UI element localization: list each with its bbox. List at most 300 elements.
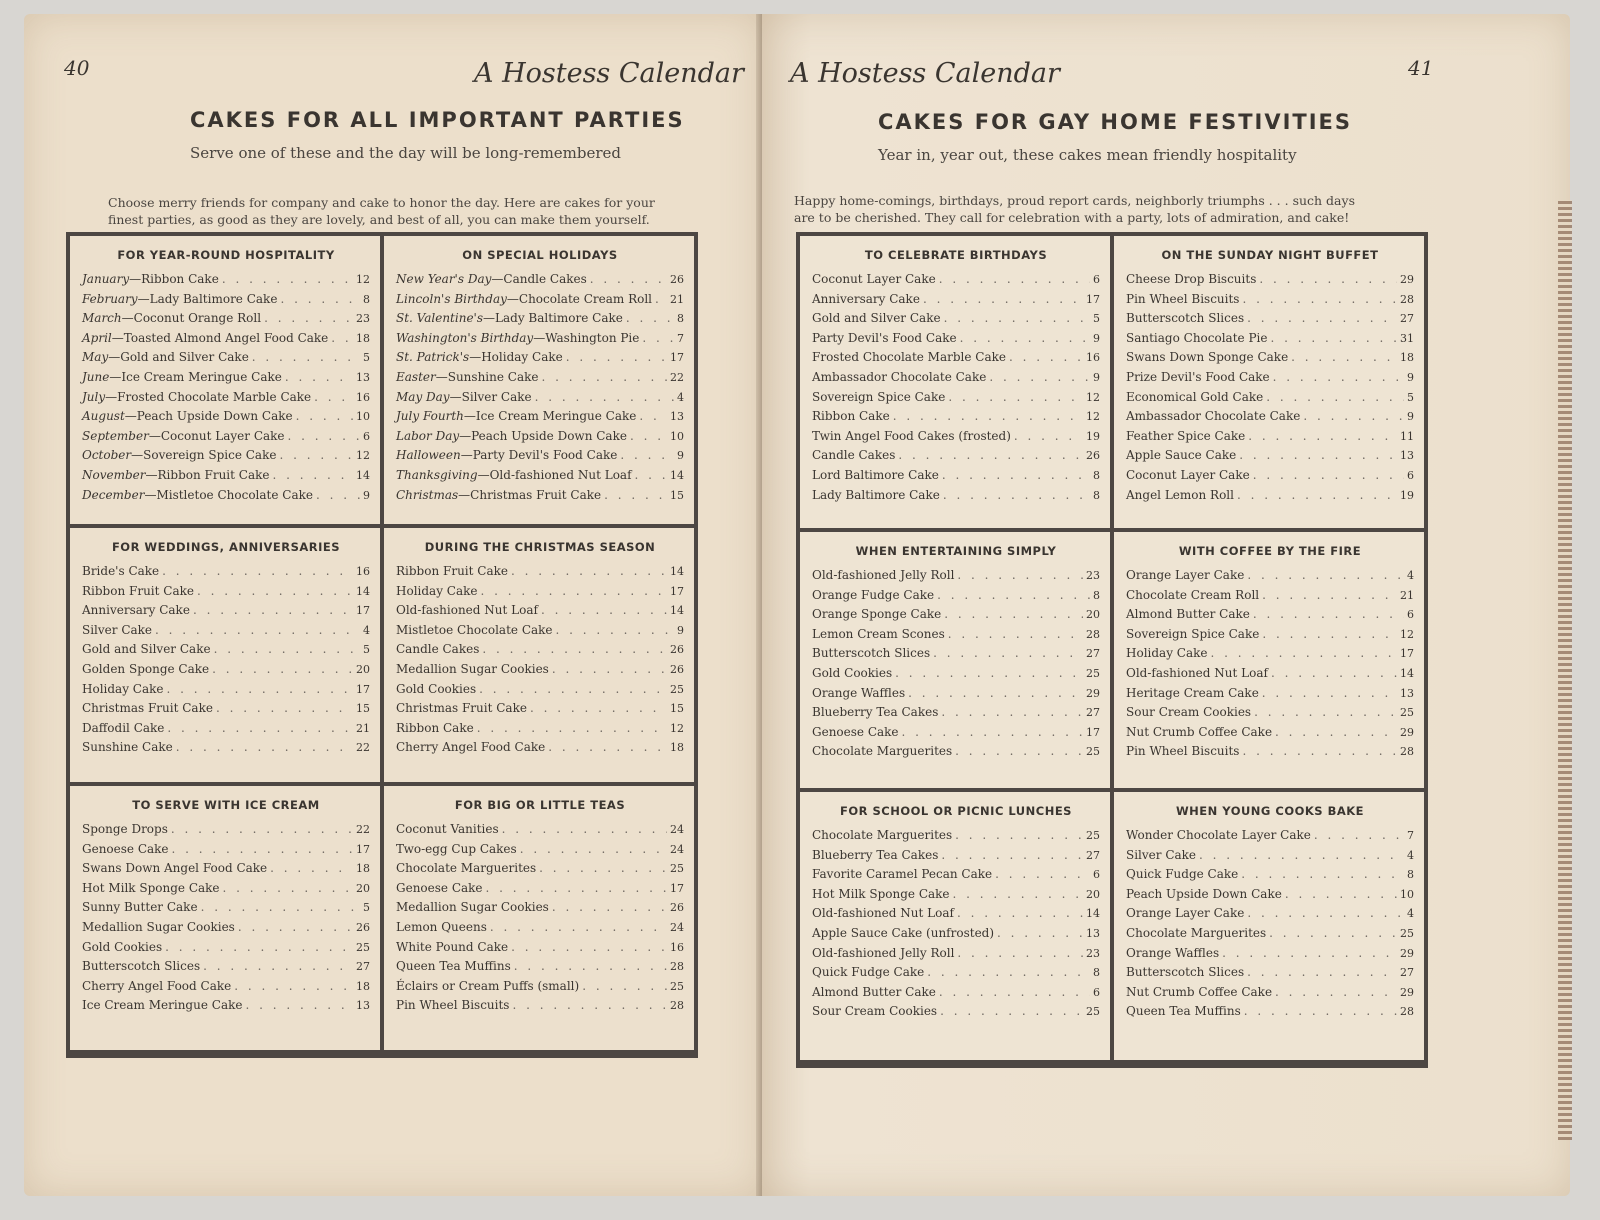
page-ref: 9 <box>1093 370 1100 384</box>
dot-leader <box>1009 348 1083 368</box>
recipe-name: Lord Baltimore Cake <box>812 467 939 482</box>
recipe-entry <box>812 664 1100 684</box>
recipe-entry <box>82 368 370 388</box>
dot-leader <box>942 466 1090 486</box>
recipe-label <box>396 699 527 719</box>
page-ref: 18 <box>356 331 370 345</box>
page-ref: 8 <box>363 292 370 306</box>
occasion-prefix: New Year's Day <box>396 272 492 286</box>
recipe-name: Lemon Queens <box>396 919 487 934</box>
page-ref: 13 <box>356 999 370 1013</box>
recipe-name: —Lady Baltimore Cake <box>483 311 623 326</box>
page-ref: 23 <box>1086 946 1100 960</box>
recipe-name: Candle Cakes <box>396 642 480 657</box>
dot-leader <box>214 640 360 660</box>
recipe-entry <box>1126 446 1414 466</box>
recipe-label <box>82 446 276 466</box>
section-box <box>800 236 1110 528</box>
recipe-label <box>1126 826 1311 846</box>
recipe-name: —Silver Cake <box>449 389 532 404</box>
recipe-label <box>396 957 511 977</box>
recipe-entry <box>1126 309 1414 329</box>
dot-leader <box>1291 348 1397 368</box>
recipe-name: —Gold and Silver Cake <box>108 350 249 365</box>
page-ref: 14 <box>670 604 684 618</box>
recipe-name: Coconut Vanities <box>396 822 499 836</box>
recipe-label <box>396 840 517 860</box>
recipe-entry <box>812 427 1100 447</box>
page-ref: 27 <box>356 960 370 974</box>
recipe-label <box>1126 290 1239 310</box>
page-ref: 26 <box>670 273 684 286</box>
dot-leader <box>264 309 353 329</box>
recipe-label <box>82 977 231 997</box>
recipe-label <box>82 660 209 680</box>
recipe-name: Two-egg Cup Cakes <box>396 841 517 856</box>
page-ref: 9 <box>1407 410 1414 424</box>
page-ref: 4 <box>363 623 370 637</box>
page-ref: 27 <box>1086 706 1100 720</box>
recipe-name: Ribbon Cake <box>396 720 474 735</box>
recipe-label <box>82 309 261 329</box>
recipe-label <box>396 719 474 739</box>
recipe-label <box>1126 963 1244 983</box>
page-ref: 12 <box>1086 410 1100 424</box>
dot-leader <box>234 977 353 997</box>
recipe-name: —Washington Pie <box>533 330 640 345</box>
recipe-entry <box>396 407 684 427</box>
page-ref: 12 <box>1086 390 1100 404</box>
page-ref: 12 <box>356 273 370 286</box>
recipe-entry <box>82 879 370 899</box>
dot-leader <box>512 996 667 1016</box>
recipe-entry <box>812 904 1100 924</box>
recipe-entry <box>82 738 370 758</box>
page-ref: 9 <box>1407 370 1414 384</box>
recipe-label <box>396 582 478 602</box>
page-ref: 17 <box>1086 725 1100 739</box>
recipe-name: Ribbon Cake <box>812 409 890 424</box>
recipe-name: Blueberry Tea Cakes <box>812 847 939 862</box>
page-ref: 14 <box>356 584 370 598</box>
recipe-label <box>1126 466 1250 486</box>
occasion-prefix: May <box>82 350 109 365</box>
page-ref: 25 <box>356 940 370 954</box>
recipe-label <box>396 601 538 621</box>
page-ref: 24 <box>670 823 684 836</box>
recipe-label <box>812 605 941 625</box>
recipe-name: Sunshine Cake <box>82 740 173 755</box>
recipe-entry <box>812 566 1100 586</box>
dot-leader <box>155 621 360 641</box>
recipe-entry <box>1126 566 1414 586</box>
recipe-label <box>1126 368 1270 388</box>
section-title: ON SPECIAL HOLIDAYS <box>462 248 618 262</box>
recipe-label <box>812 368 986 388</box>
recipe-label <box>1126 904 1244 924</box>
page-ref: 8 <box>1093 588 1100 602</box>
right-page <box>762 14 1570 1196</box>
recipe-entry <box>396 427 684 447</box>
recipe-name: Gold Cookies <box>82 939 163 954</box>
recipe-label <box>396 640 479 660</box>
recipe-label <box>396 660 549 680</box>
dot-leader <box>539 859 667 879</box>
recipe-entry <box>82 621 370 641</box>
dot-leader <box>1199 846 1404 866</box>
recipe-label <box>396 270 587 290</box>
occasion-prefix: Washington's Birthday <box>396 330 534 345</box>
recipe-name: Chocolate Marguerites <box>812 744 953 759</box>
recipe-label <box>396 977 579 997</box>
page-ref: 31 <box>1400 331 1414 345</box>
recipe-name: Pin Wheel Biscuits <box>396 998 510 1013</box>
occasion-prefix: January <box>82 272 130 286</box>
section-box <box>800 532 1110 788</box>
page-ref: 29 <box>1400 273 1414 286</box>
recipe-label <box>1126 407 1300 427</box>
recipe-label <box>396 368 539 388</box>
recipe-name: —Sunshine Cake <box>435 369 539 384</box>
recipe-label <box>1126 664 1268 684</box>
page-ref: 20 <box>1086 887 1100 901</box>
recipe-name: —Ribbon Cake <box>129 272 219 286</box>
recipe-entry <box>82 918 370 938</box>
page-ref: 15 <box>670 488 684 502</box>
recipe-label <box>1126 388 1263 408</box>
recipe-name: Old-fashioned Nut Loaf <box>812 906 954 921</box>
page-ref: 10 <box>356 410 370 424</box>
recipe-entry <box>396 820 684 840</box>
recipe-label <box>1126 605 1250 625</box>
dot-leader <box>520 840 667 860</box>
recipe-label <box>1126 885 1282 905</box>
recipe-entry <box>1126 963 1414 983</box>
recipe-label <box>1126 566 1244 586</box>
dot-leader <box>635 466 667 486</box>
dot-leader <box>642 329 674 349</box>
recipe-label <box>82 270 219 290</box>
recipe-entry <box>396 329 684 349</box>
recipe-label <box>812 388 945 408</box>
recipe-entry <box>396 957 684 977</box>
recipe-name: —Lady Baltimore Cake <box>137 291 278 306</box>
recipe-name: Feather Spice Cake <box>1126 428 1246 443</box>
recipe-label <box>396 859 536 879</box>
occasion-prefix: July Fourth <box>396 409 464 424</box>
page-ref: 27 <box>1086 848 1100 862</box>
recipe-name: Silver Cake <box>82 622 153 637</box>
recipe-name: —Party Devil's Food Cake <box>460 448 618 463</box>
recipe-entry <box>396 562 684 582</box>
recipe-name: Swans Down Sponge Cake <box>1126 350 1289 365</box>
recipe-label <box>812 944 954 964</box>
recipe-entry <box>396 879 684 899</box>
recipe-name: Golden Sponge Cake <box>82 661 210 676</box>
recipe-entry <box>1126 625 1414 645</box>
dot-leader <box>167 719 353 739</box>
dot-leader <box>280 290 360 310</box>
dot-leader <box>1262 625 1397 645</box>
recipe-name: Chocolate Cream Roll <box>1126 587 1260 602</box>
recipe-entry <box>396 918 684 938</box>
dot-leader <box>165 938 353 958</box>
dot-leader <box>1270 329 1397 349</box>
recipe-name: Candle Cakes <box>812 448 896 463</box>
recipe-label <box>1126 486 1234 506</box>
recipe-label <box>812 329 957 349</box>
recipe-name: —Chocolate Cream Roll <box>506 291 653 306</box>
page-ref: 6 <box>1407 468 1414 482</box>
intro-line-2: finest parties, as good as they are lovely, and best of all, you can make them yourself. <box>108 212 650 227</box>
recipe-label <box>396 562 508 582</box>
recipe-entry <box>396 996 684 1016</box>
recipe-label <box>812 566 954 586</box>
dot-leader <box>296 407 353 427</box>
recipe-name: Chocolate Marguerites <box>1126 925 1267 940</box>
recipe-label <box>396 898 549 918</box>
recipe-name: Favorite Caramel Pecan Cake <box>812 867 993 882</box>
recipe-name: Christmas Fruit Cake <box>396 701 527 716</box>
page-ref: 13 <box>1086 926 1100 940</box>
recipe-label <box>1126 348 1288 368</box>
recipe-name: Sunny Butter Cake <box>82 900 198 915</box>
recipe-name: Holiday Cake <box>82 681 164 696</box>
occasion-prefix: Thanksgiving <box>396 467 478 482</box>
recipe-label <box>82 348 249 368</box>
dot-leader <box>582 977 667 997</box>
recipe-name: Heritage Cream Cake <box>1126 685 1259 700</box>
dot-leader <box>514 957 667 977</box>
recipe-entry <box>82 348 370 368</box>
recipe-label <box>812 723 899 743</box>
dot-leader <box>893 407 1083 427</box>
recipe-entry <box>82 270 370 290</box>
page-ref: 14 <box>670 565 684 578</box>
page-ref: 28 <box>1400 292 1414 306</box>
recipe-entry <box>82 840 370 860</box>
dot-leader <box>212 660 353 680</box>
recipe-label <box>82 680 164 700</box>
recipe-entry <box>396 601 684 621</box>
page-ref: 17 <box>1086 292 1100 306</box>
page-ref: 28 <box>1400 1005 1414 1019</box>
page-ref: 4 <box>1407 848 1414 862</box>
page-ref: 16 <box>670 940 684 954</box>
recipe-name: Wonder Chocolate Layer Cake <box>1126 828 1311 842</box>
page-ref: 9 <box>677 623 684 637</box>
recipe-name: Gold Cookies <box>396 681 477 696</box>
page-ref: 25 <box>1086 829 1100 842</box>
dot-leader <box>940 1002 1083 1022</box>
recipe-name: Old-fashioned Nut Loaf <box>396 603 538 618</box>
recipe-label <box>1126 309 1244 329</box>
recipe-label <box>812 446 895 466</box>
page-ref: 17 <box>356 604 370 618</box>
dot-leader <box>530 699 667 719</box>
recipe-entry <box>396 582 684 602</box>
page-ref: 25 <box>670 682 684 696</box>
recipe-name: Sovereign Spice Cake <box>1126 626 1260 641</box>
recipe-name: Frosted Chocolate Marble Cake <box>812 350 1006 365</box>
recipe-label <box>396 996 509 1016</box>
occasion-prefix: February <box>82 291 138 306</box>
section-title: FOR WEDDINGS, ANNIVERSARIES <box>111 540 341 554</box>
dot-leader <box>939 983 1090 1003</box>
recipe-label <box>82 738 173 758</box>
occasion-prefix: October <box>82 448 132 463</box>
recipe-label <box>812 407 890 427</box>
page-ref: 17 <box>1400 647 1414 661</box>
occasion-prefix: April <box>82 330 112 345</box>
page-ref: 14 <box>356 468 370 482</box>
recipe-name: —Peach Upside Down Cake <box>124 409 293 424</box>
recipe-label <box>812 466 939 486</box>
dot-leader <box>176 738 353 758</box>
page-ref: 8 <box>1407 868 1414 882</box>
dot-leader <box>1314 826 1404 846</box>
page-ref: 19 <box>1086 429 1100 443</box>
dot-leader <box>953 885 1083 905</box>
page-ref: 4 <box>1407 569 1414 582</box>
recipe-name: Prize Devil's Food Cake <box>1126 369 1270 384</box>
recipe-entry <box>396 680 684 700</box>
recipe-entry <box>82 427 370 447</box>
recipe-label <box>812 826 952 846</box>
dot-leader <box>535 388 674 408</box>
recipe-label <box>812 865 992 885</box>
dot-leader <box>1269 924 1397 944</box>
recipe-entry <box>812 944 1100 964</box>
recipe-label <box>82 407 293 427</box>
dot-leader <box>486 879 667 899</box>
dot-leader <box>1273 368 1404 388</box>
page-ref: 25 <box>1400 706 1414 720</box>
recipe-name: —Holiday Cake <box>469 350 563 365</box>
recipe-name: Anniversary Cake <box>812 291 920 306</box>
recipe-label <box>82 427 285 447</box>
occasion-prefix: August <box>82 409 125 424</box>
recipe-name: Gold and Silver Cake <box>82 642 211 657</box>
recipe-name: Queen Tea Muffins <box>1126 1004 1241 1019</box>
recipe-label <box>82 466 270 486</box>
recipe-name: Queen Tea Muffins <box>396 959 511 974</box>
dot-leader <box>948 388 1083 408</box>
recipe-label <box>82 719 164 739</box>
page-ref: 21 <box>1400 588 1414 602</box>
recipe-label <box>396 938 508 958</box>
recipe-name: Cherry Angel Food Cake <box>82 978 232 993</box>
dot-leader <box>655 290 667 310</box>
recipe-name: Bride's Cake <box>82 564 160 578</box>
recipe-label <box>1126 1002 1241 1022</box>
recipe-name: Coconut Layer Cake <box>1126 467 1250 482</box>
section-box <box>70 786 380 1050</box>
recipe-label <box>1126 625 1259 645</box>
recipe-name: Éclairs or Cream Puffs (small) <box>396 978 580 993</box>
recipe-label <box>82 368 282 388</box>
dot-leader <box>620 446 674 466</box>
recipe-label <box>396 466 632 486</box>
dot-leader <box>490 918 667 938</box>
recipe-name: —Coconut Orange Roll <box>121 311 262 326</box>
recipe-label <box>812 290 920 310</box>
recipe-label <box>82 957 200 977</box>
dot-leader <box>167 680 353 700</box>
dot-leader <box>238 918 353 938</box>
recipe-entry <box>812 586 1100 606</box>
page-ref: 21 <box>670 292 684 306</box>
recipe-name: Butterscotch Slices <box>1126 311 1245 326</box>
recipe-entry <box>812 742 1100 762</box>
dot-leader <box>1262 586 1397 606</box>
recipe-entry <box>1126 486 1414 506</box>
recipe-label <box>82 562 159 582</box>
dot-leader <box>285 368 353 388</box>
dot-leader <box>1275 723 1397 743</box>
dot-leader <box>1242 290 1397 310</box>
recipe-entry <box>396 368 684 388</box>
page-ref: 7 <box>1407 829 1414 842</box>
section-box <box>384 786 694 1050</box>
dot-leader <box>1266 388 1404 408</box>
page-ref: 6 <box>1093 273 1100 286</box>
recipe-label <box>1126 703 1251 723</box>
occasion-prefix: June <box>82 369 110 384</box>
recipe-name: Hot Milk Sponge Cake <box>82 880 220 895</box>
page-number: 41 <box>1408 56 1434 80</box>
recipe-label <box>82 898 198 918</box>
page-ref: 15 <box>670 702 684 716</box>
recipe-name: Mistletoe Chocolate Cake <box>396 622 553 637</box>
recipe-entry <box>812 466 1100 486</box>
recipe-entry <box>396 738 684 758</box>
page-ref: 24 <box>670 842 684 856</box>
recipe-name: Chocolate Marguerites <box>812 828 953 842</box>
dot-leader <box>556 621 674 641</box>
dot-leader <box>957 944 1083 964</box>
page-ref: 17 <box>356 842 370 856</box>
dot-leader <box>552 898 667 918</box>
recipe-label <box>812 486 940 506</box>
recipe-name: Peach Upside Down Cake <box>1126 886 1282 901</box>
dot-leader <box>1211 644 1397 664</box>
dot-leader <box>639 407 667 427</box>
occasion-prefix: November <box>82 467 146 482</box>
recipe-name: —Sovereign Spice Cake <box>131 448 277 463</box>
recipe-name: Apple Sauce Cake (unfrosted) <box>812 925 995 940</box>
dot-leader <box>1253 605 1404 625</box>
dot-leader <box>548 738 667 758</box>
page-ref: 29 <box>1400 946 1414 960</box>
dot-leader <box>201 898 360 918</box>
section-title: TO CELEBRATE BIRTHDAYS <box>864 248 1048 262</box>
recipe-entry <box>1126 290 1414 310</box>
recipe-name: Orange Layer Cake <box>1126 568 1245 582</box>
page-ref: 5 <box>363 901 370 915</box>
dot-leader <box>1014 427 1083 447</box>
page-ref: 26 <box>670 901 684 915</box>
recipe-entry <box>812 309 1100 329</box>
recipe-label <box>82 699 213 719</box>
recipe-name: Ribbon Fruit Cake <box>82 583 194 598</box>
page-ref: 16 <box>356 565 370 578</box>
recipe-label <box>82 859 267 879</box>
page-ref: 9 <box>1093 331 1100 345</box>
page-ref: 25 <box>1086 666 1100 680</box>
recipe-name: Pin Wheel Biscuits <box>1126 291 1240 306</box>
page-ref: 25 <box>1086 1005 1100 1019</box>
